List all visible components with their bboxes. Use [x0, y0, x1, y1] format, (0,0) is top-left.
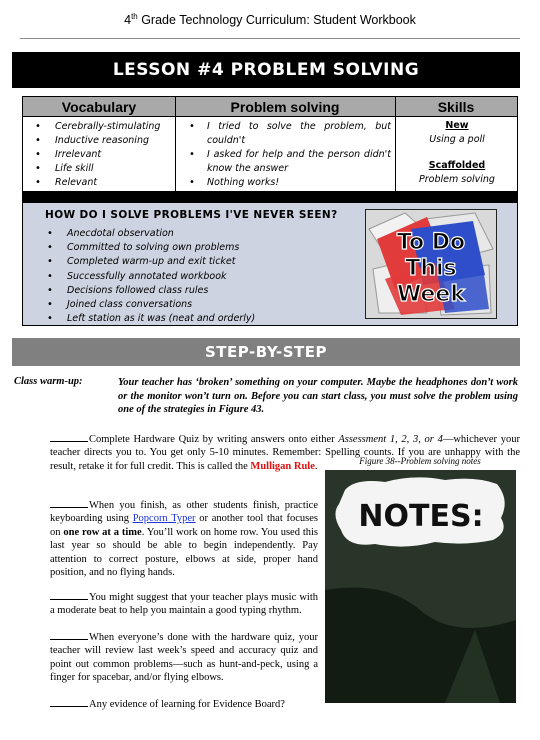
image-text-line: To Do [396, 230, 466, 255]
task-3: You might suggest that your teacher plays music with a moderate beat to help you maintain a good typing rhythm. [50, 592, 318, 617]
column-divider [395, 97, 396, 191]
list-item: • Cerebrally-stimulating [25, 120, 175, 134]
popcorn-typer-link[interactable]: Popcorn Typer [132, 513, 196, 525]
task-4: When everyone’s done with the hardware quiz, your teacher will review last week’s speed and accuracy quiz and point out common problems—such as hunt-and-peck, using a finger for spacebar, and/or flying elbows. [50, 632, 318, 684]
list-item: • Relevant [25, 176, 175, 190]
checkbox-blank[interactable] [50, 697, 88, 707]
list-item: • Joined class conversations [37, 298, 357, 312]
list-item: • Committed to solving own problems [37, 241, 357, 255]
skills-column [397, 119, 517, 187]
vocabulary-header: Vocabulary [23, 97, 175, 117]
list-item: • Anecdotal observation [37, 227, 357, 241]
step-by-step-title: STEP-BY-STEP [204, 343, 327, 361]
essential-question-box [22, 202, 518, 326]
lesson-overview-table [22, 96, 518, 192]
header-divider [20, 38, 520, 39]
image-text-line: This [405, 256, 457, 281]
workbook-header: 4th Grade Technology Curriculum: Student Workbook [124, 12, 416, 28]
skill-scaffolded-label: Scaffolded [428, 160, 486, 171]
list-item: • I asked for help and the person didn't know the answer [179, 148, 391, 176]
to-do-this-week-image [365, 209, 497, 319]
checkbox-blank[interactable] [50, 432, 88, 442]
checkbox-blank[interactable] [50, 590, 88, 600]
table-divider-strip [22, 192, 518, 202]
list-item: • Left station as it was (neat and orderly) [37, 312, 357, 326]
list-item: • Nothing works! [179, 176, 391, 190]
skill-new-label: New [445, 120, 469, 131]
list-item: • I tried to solve the problem, but couldn't [179, 120, 391, 148]
lesson-title: LESSON #4 PROBLEM SOLVING [112, 60, 420, 80]
problem-solving-header: Problem solving [175, 97, 395, 117]
list-item: • Decisions followed class rules [37, 284, 357, 298]
image-text-line: Week [397, 282, 465, 307]
warmup-label: Class warm-up: [14, 376, 83, 387]
checkbox-blank[interactable] [50, 498, 88, 508]
essential-question-title: HOW DO I SOLVE PROBLEMS I'VE NEVER SEEN? [45, 209, 338, 221]
list-item: • Completed warm-up and exit ticket [37, 255, 357, 269]
skills-header: Skills [395, 97, 517, 117]
skill-scaffolded-value: Problem solving [419, 174, 495, 185]
list-item: • Inductive reasoning [25, 134, 175, 148]
vocabulary-list [25, 120, 175, 190]
list-item: • Irrelevant [25, 148, 175, 162]
task-2: When you finish, as other students finish, practice keyboarding using Popcorn Typer or another tool that focuses on one row at a time. You’ll work on home row. You used this last year so should be able to begin independently. Pay attention to correct posture, elbows at side, proper hand position, and no flying hands. [50, 500, 318, 579]
task-5: Any evidence of learning for Evidence Board? [50, 697, 318, 711]
lesson-title-banner [12, 52, 520, 88]
list-item: • Life skill [25, 162, 175, 176]
list-item: • Successfully annotated workbook [37, 270, 357, 284]
notes-image [325, 470, 516, 703]
task-1: Complete Hardware Quiz by writing answers onto either Assessment 1, 2, 3, or 4—whichever your teacher directs you to. You get only 5-10 minutes. Remember: Spelling counts. If you are unhappy with the result, retake it for full credit. This is called the Mulligan Rule. [50, 434, 520, 472]
skill-new-value: Using a poll [429, 134, 485, 145]
checkbox-blank[interactable] [50, 630, 88, 640]
step-by-step-banner [12, 338, 520, 366]
assessment-list [37, 227, 357, 326]
column-divider [175, 97, 176, 191]
figure-caption: Figure 38--Problem solving notes [359, 456, 481, 466]
notes-text: NOTES: [358, 499, 484, 534]
warmup-text: Your teacher has ‘broken’ something on your computer. Maybe the headphones don’t work or the monitor won’t turn on. Before you can start class, you must solve the problem using one of the strategies in Figure 43. [118, 377, 518, 415]
problem-solving-list [179, 120, 391, 190]
